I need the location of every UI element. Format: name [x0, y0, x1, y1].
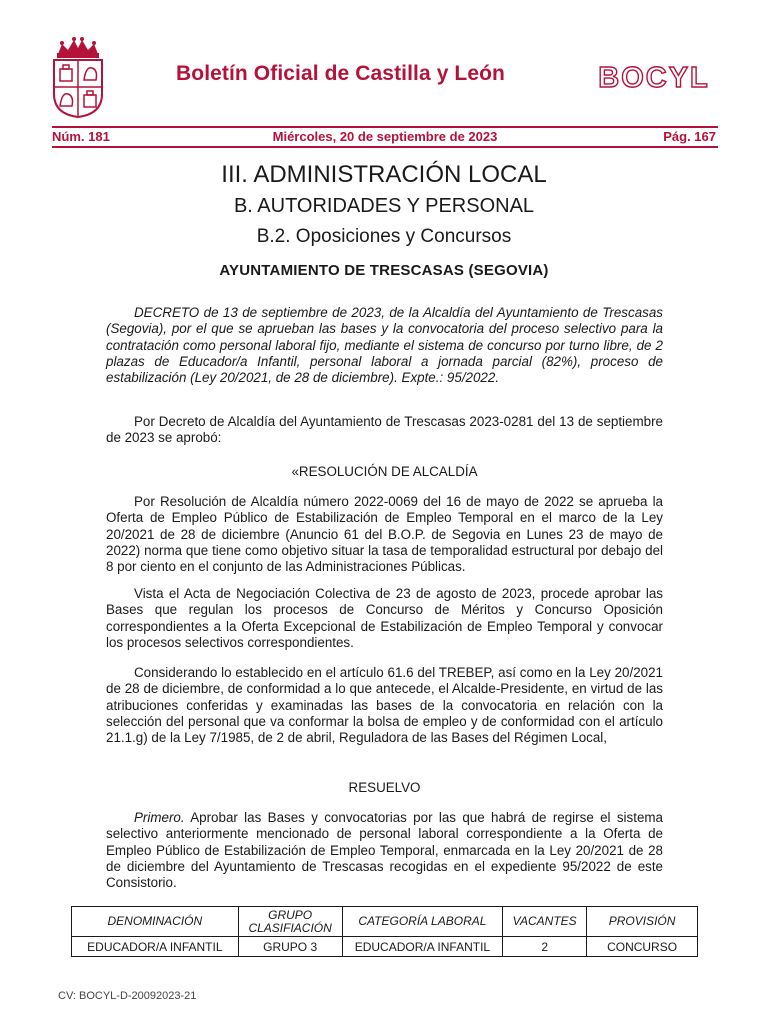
subsection-heading: B. AUTORIDADES Y PERSONAL [233, 195, 535, 217]
col-header-grupo: GRUPO CLASIFIACIÓN [238, 907, 342, 937]
entity-heading: AYUNTAMIENTO DE TRESCASAS (SEGOVIA) [219, 262, 549, 279]
table-cell: GRUPO 3 [238, 937, 342, 957]
paragraph-offer: Por Resolución de Alcaldía número 2022-0069 del 16 de mayo de 2022 se aprueba la Oferta de Empleo Público de Estabilización de Empleo Temporal en el marco de la Ley 20/2021 de 28 de diciembre (Anuncio 61 del B.O.P. de Segovia en Lunes 23 de mayo de 2022) norma que tiene como objetivo situar la tasa de temporalidad estructural por debajo del 8 por ciento en el conjunto de las Administraciones Públicas. [106, 494, 663, 575]
bocyl-brand-text: BOCYL [598, 62, 710, 92]
subsubsection-heading: B.2. Oposiciones y Concursos [256, 226, 512, 247]
page-number: Pág. 167 [663, 129, 716, 144]
intro-paragraph: Por Decreto de Alcaldía del Ayuntamiento de Trescasas 2023-0281 del 13 de septiembre de 2023 se aprobó: [106, 414, 663, 446]
table-row [72, 937, 698, 957]
issue-number: Núm. 181 [52, 129, 110, 144]
resuelvo-heading: RESUELVO [348, 780, 421, 795]
paragraph-primero [106, 810, 663, 891]
issue-date: Miércoles, 20 de septiembre de 2023 [272, 129, 498, 144]
header-rule-bottom [52, 146, 718, 148]
table-header-row [72, 907, 698, 937]
resolution-title: «RESOLUCIÓN DE ALCALDÍA [291, 464, 478, 479]
col-header-vacantes: VACANTES [503, 907, 587, 937]
bulletin-title: Boletín Oficial de Castilla y León [176, 62, 505, 85]
bulletin-header [0, 0, 768, 144]
table-cell: EDUCADOR/A INFANTIL [342, 937, 503, 957]
table-cell: 2 [503, 937, 587, 957]
table-cell: EDUCADOR/A INFANTIL [72, 937, 239, 957]
header-rule-top [52, 126, 718, 128]
positions-table [71, 906, 698, 957]
col-header-provision: PROVISIÓN [587, 907, 698, 937]
decree-summary: DECRETO de 13 de septiembre de 2023, de la Alcaldía del Ayuntamiento de Trescasas (Segovia), por el que se aprueban las bases y la convocatoria del proceso selectivo para la contratación como personal laboral fijo, mediante el sistema de concurso por turno libre, de 2 plazas de Educador/a Infantil, personal laboral a jornada parcial (82%), proceso de estabilización (Ley 20/2021, de 28 de diciembre). Expte.: 95/2022. [106, 305, 663, 386]
paragraph-considering: Considerando lo establecido en el artículo 61.6 del TREBEP, así como en la Ley 20/2021 de 28 de diciembre, de conformidad a lo que antecede, el Alcalde-Presidente, en virtud de las atribuciones conferidas y examinadas las bases de la convocatoria en relación con la selección del personal que va conformar la bolsa de empleo y de conformidad con el artículo 21.1.g) de la Ley 7/1985, de 2 de abril, Reguladora de las Bases del Régimen Local, [106, 665, 663, 746]
primero-label: Primero. [134, 810, 185, 825]
primero-text: Aprobar las Bases y convocatorias por las que habrá de regirse el sistema selectivo anteriormente mencionado de personal laboral correspondiente a la Oferta de Empleo Público de Estabilización de Empleo Temporal, enmarcada en la Ley 20/2021 de 28 de diciembre del Ayuntamiento de Trescasas recogidas en el expediente 95/2022 de este Consistorio. [106, 810, 663, 891]
table-cell: CONCURSO [587, 937, 698, 957]
col-header-denominacion: DENOMINACIÓN [72, 907, 239, 937]
issue-meta-row [52, 129, 718, 147]
section-heading: III. ADMINISTRACIÓN LOCAL [221, 161, 547, 188]
bocyl-logo [590, 62, 718, 92]
paragraph-negotiation: Vista el Acta de Negociación Colectiva de 23 de agosto de 2023, procede aprobar las Bases que regulan los procesos de Concurso de Méritos y Concurso Oposición correspondientes a la Oferta Excepcional de Estabilización de Empleo Temporal y convocar los procesos selectivos correspondientes. [106, 586, 663, 650]
col-header-categoria: CATEGORÍA LABORAL [342, 907, 503, 937]
cv-code: CV: BOCYL-D-20092023-21 [58, 990, 197, 1002]
coat-of-arms-icon [48, 36, 108, 118]
